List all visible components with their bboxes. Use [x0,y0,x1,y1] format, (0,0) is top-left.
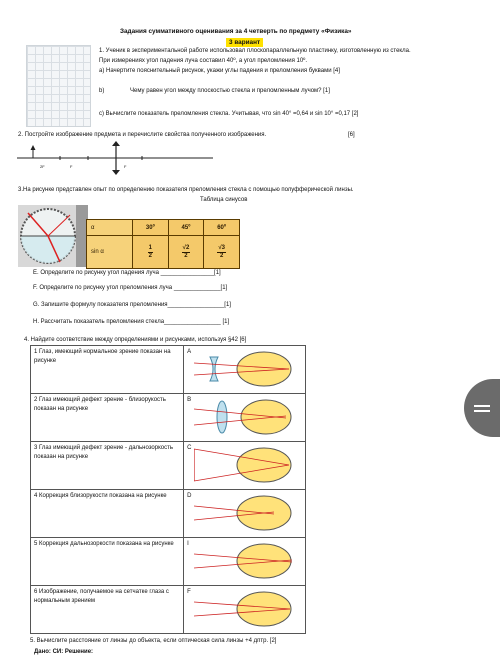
table-angle-30: 30º [133,220,169,236]
letter-a: A [187,349,192,355]
eye-diagram-d [194,493,294,533]
task2-score: [6] [348,132,355,138]
value-60-num: √3 [218,244,225,251]
table-angle-45: 45º [168,220,204,236]
letter-b: B [187,397,192,403]
lens-diagram [15,140,215,176]
table-angle-60: 60º [204,220,240,236]
task3-text: 3.На рисунке представлен опыт по определению показателя преломления стекла с помощью полуфферической линзы. [18,187,354,193]
table-alpha-label: α [87,220,133,236]
grid-paper-image [26,45,91,127]
match-cell-f [184,586,306,634]
match-row-4: 4 Коррекция близорукости показана на рисунке [31,490,184,538]
value-60-den: 2 [219,252,224,259]
object-arrowhead [31,145,36,150]
sin-table [86,219,240,269]
task5-given: Дано: СИ: Решение: [34,649,94,655]
value-30-den: 2 [148,252,152,259]
match-row-5: 5 Коррекция дальнозоркости показана на рисунке [31,538,184,586]
match-cell-a [184,346,306,394]
match-cell-i [184,538,306,586]
match-row-3: 3 Глаз имеющий дефект зрение - дальнозоркость показан на рисунке [31,442,184,490]
label-f2: F [124,164,127,169]
eye-diagram-f [194,589,294,629]
match-cell-d [184,490,306,538]
lens-bottom-arrow [112,170,120,175]
task5-text: 5. Вычислите расстояние от линзы до объекта, если оптическая сила линзы +4 дптр. [2] [30,638,277,644]
match-cell-b [184,394,306,442]
match-cell-c [184,442,306,490]
task1-text1: 1. Ученик в экспериментальной работе использовал плоскопараллельную пластинку, изготовленную из стекла. [99,48,411,54]
table-sin-label: sin α [87,236,133,269]
letter-f: F [187,589,191,595]
eye-diagram-b [194,397,294,437]
eye-diagram-c [194,445,294,485]
value-30-num: 1 [148,244,152,251]
value-45-den: 2 [184,252,188,259]
task1-a: а) Начертите пояснительный рисунок, укажи углы падения и преломления буквами [4] [99,68,340,74]
task1-b: Чему равен угол между плоскостью стекла и преломленным лучом? [1] [130,88,330,94]
task1-c: с) Вычислите показатель преломления стекла. Учитывая, что sin 40° =0,64 и sin 10° =0,17 [2] [99,111,359,117]
semicircle-lens-experiment [18,205,88,267]
variant-badge: 3 вариант [226,38,263,47]
label-2f: 2F [40,164,45,169]
sin-table-title: Таблица синусов [200,197,248,203]
task2-text: 2. Постройте изображение предмета и перечислите свойства полученного изображения. [18,132,267,138]
task3-e: E. Определите по рисунку угол падения луча ________________[1] [33,270,221,276]
match-row-1: 1 Глаз, имеющий нормальное зрение показан на рисунке [31,346,184,394]
task4-text: 4. Найдите соответствие между определениями и рисунками, используя §42 [6] [24,337,247,343]
hamburger-icon [474,402,490,415]
task1-text2: При измерениях угол падения луча составил 40º, а угол преломления 10º. [99,58,308,64]
letter-i: I [187,541,189,547]
value-45-num: √2 [182,244,190,251]
table-value-60 [204,236,240,269]
match-row-2: 2 Глаз имеющий дефект зрение - близорукость показан на рисунке [31,394,184,442]
task3-h: H. Рассчитать показатель преломления стекла_________________ [1] [33,319,230,325]
label-f1: F [70,164,73,169]
task3-g: G. Запишите формулу показателя преломления_________________[1] [33,302,231,308]
task1-b-label: b) [99,88,105,94]
menu-button[interactable] [464,379,500,437]
page-title: Задания суммативного оценивания за 4 четверть по предмету «Физика» [120,28,352,35]
letter-c: C [187,445,192,451]
table-value-30 [133,236,169,269]
task3-f: F. Определите по рисунку угол преломления луча ______________[1] [33,285,228,291]
lens-top-arrow [112,141,120,146]
letter-d: D [187,493,192,499]
table-value-45 [168,236,204,269]
eye-diagram-a [194,349,294,389]
eye-diagram-i [194,541,294,581]
matching-table [30,345,306,634]
match-row-6: 6 Изображение, получаемое на сетчатке глаза с нормальным зрением [31,586,184,634]
